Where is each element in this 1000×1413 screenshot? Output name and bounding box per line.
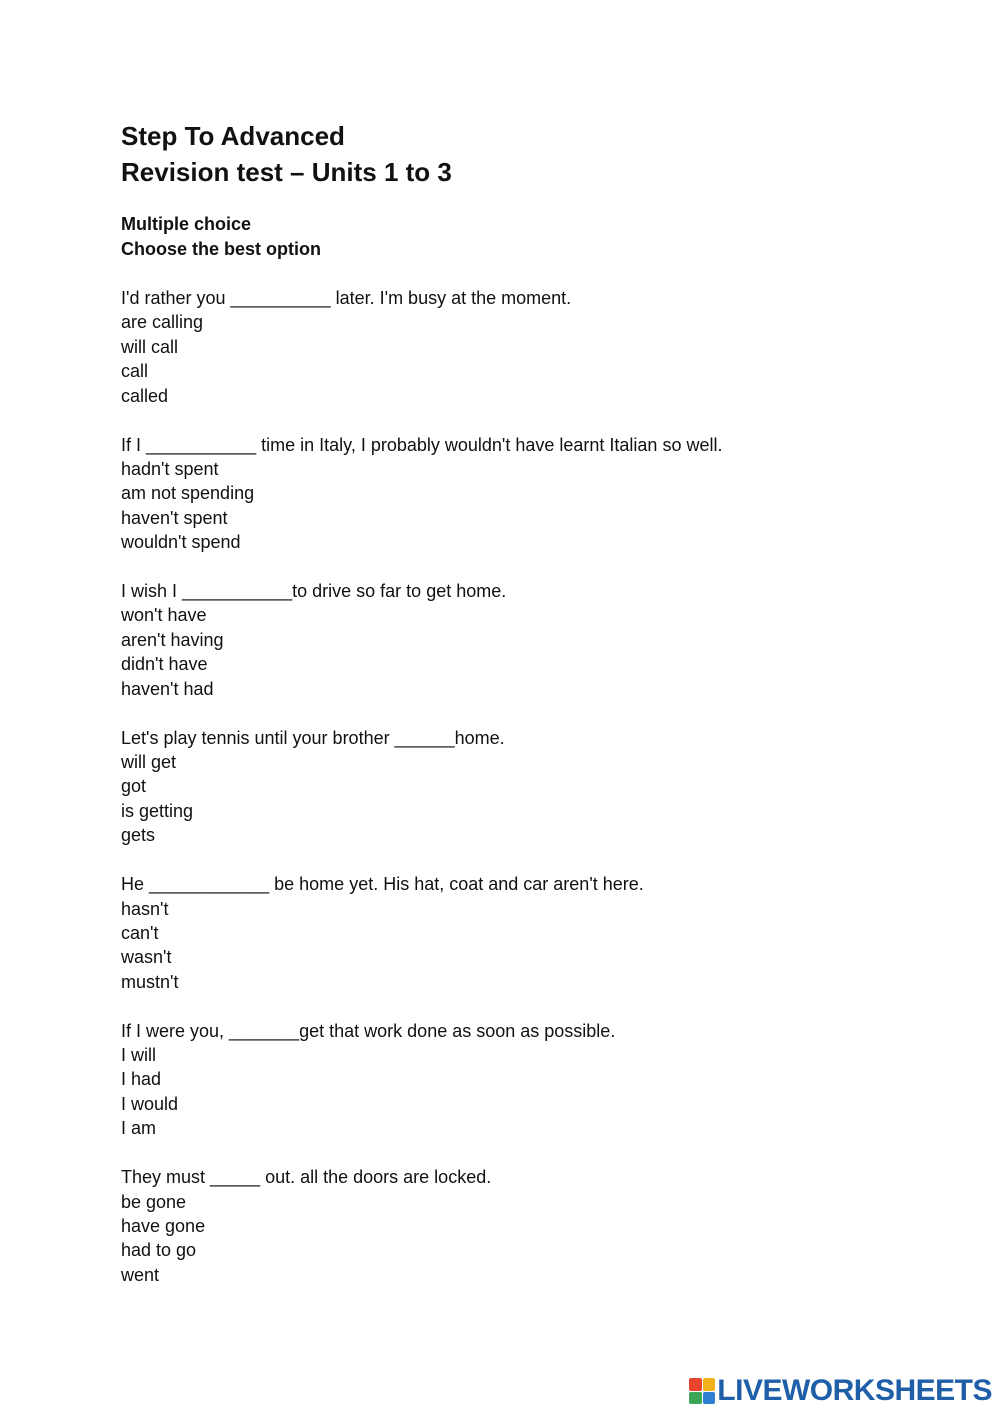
question-block — [121, 433, 941, 555]
question-text: I wish I ___________to drive so far to get home. — [121, 581, 507, 602]
liveworksheets-logo — [689, 1373, 992, 1409]
answer-option[interactable]: went — [121, 1264, 160, 1285]
question-list — [121, 286, 941, 1287]
answer-option[interactable]: I will — [121, 1045, 156, 1066]
answer-option[interactable]: have gone — [121, 1216, 206, 1236]
logo-text: LIVEWORKSHEETS — [717, 1374, 992, 1407]
logo-square — [689, 1378, 702, 1391]
answer-option[interactable]: be gone — [121, 1191, 187, 1212]
answer-option[interactable]: I would — [121, 1093, 179, 1114]
answer-option[interactable]: am not spending — [121, 483, 255, 504]
worksheet-page — [121, 118, 941, 1312]
answer-option[interactable]: won't have — [121, 605, 207, 626]
logo-square — [689, 1392, 702, 1405]
question-block — [121, 1165, 941, 1287]
question-text: If I were you, _______get that work done as soon as possible. — [121, 1020, 616, 1041]
answer-option[interactable]: I had — [121, 1069, 162, 1090]
answer-option[interactable]: haven't spent — [121, 507, 228, 528]
answer-option[interactable]: haven't had — [121, 678, 214, 699]
answer-option[interactable]: can't — [121, 922, 159, 943]
answer-option[interactable]: didn't have — [121, 654, 208, 675]
question-block — [121, 579, 941, 701]
title-line-2: Revision test – Units 1 to 3 — [121, 157, 452, 187]
worksheet-title — [121, 118, 941, 190]
logo-square — [703, 1392, 716, 1405]
answer-option[interactable]: aren't having — [121, 629, 224, 650]
question-text: If I ___________ time in Italy, I probably wouldn't have learnt Italian so well. — [121, 434, 723, 455]
answer-option[interactable]: is getting — [121, 800, 194, 821]
answer-option[interactable]: wouldn't spend — [121, 532, 241, 553]
question-block — [121, 872, 941, 994]
answer-option[interactable]: hasn't — [121, 898, 169, 919]
question-text: I'd rather you __________ later. I'm busy at the moment. — [121, 288, 572, 308]
title-line-1: Step To Advanced — [121, 121, 345, 151]
answer-option[interactable]: are calling — [121, 312, 204, 333]
answer-option[interactable]: I am — [121, 1118, 157, 1139]
answer-option[interactable]: will call — [121, 336, 179, 357]
question-block — [121, 1019, 941, 1141]
question-text: They must _____ out. all the doors are locked. — [121, 1167, 492, 1188]
answer-option[interactable]: mustn't — [121, 971, 179, 992]
section-instruction: Choose the best option — [121, 239, 321, 259]
logo-mark-icon — [689, 1378, 715, 1404]
question-text: He ____________ be home yet. His hat, coat and car aren't here. — [121, 874, 644, 895]
answer-option[interactable]: called — [121, 385, 169, 406]
answer-option[interactable]: had to go — [121, 1240, 197, 1261]
answer-option[interactable]: got — [121, 776, 147, 797]
section-header — [121, 212, 941, 262]
question-block — [121, 286, 941, 408]
question-block — [121, 726, 941, 848]
logo-square — [703, 1378, 716, 1391]
answer-option[interactable]: will get — [121, 752, 177, 772]
answer-option[interactable]: wasn't — [121, 947, 172, 968]
answer-option[interactable]: hadn't spent — [121, 458, 219, 479]
question-text: Let's play tennis until your brother ______home. — [121, 727, 505, 748]
section-heading: Multiple choice — [121, 214, 252, 234]
answer-option[interactable]: gets — [121, 825, 156, 846]
answer-option[interactable]: call — [121, 361, 149, 382]
